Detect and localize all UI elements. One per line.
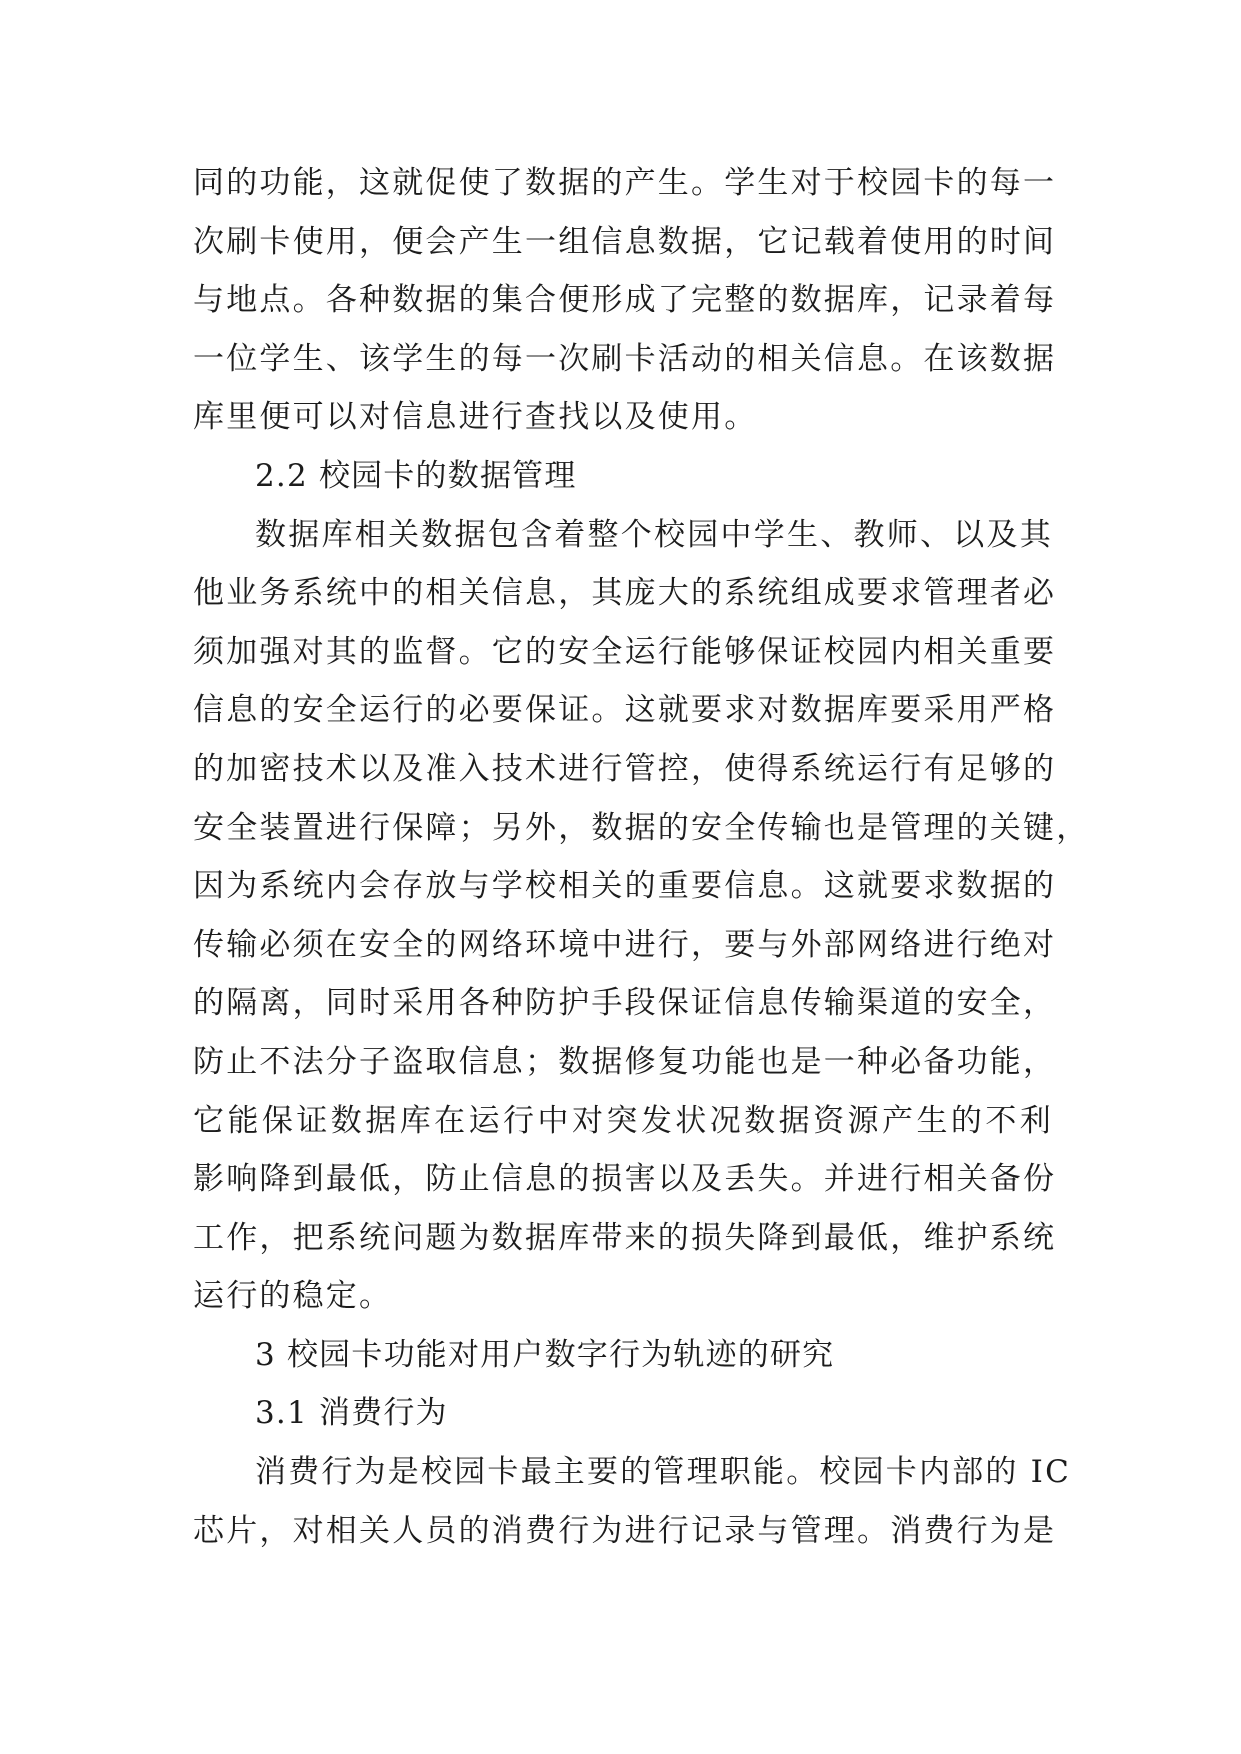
text-line: 工作，把系统问题为数据库带来的损失降到最低，维护系统 [193,1219,1057,1256]
text-line: 信息的安全运行的必要保证。这就要求对数据库要采用严格 [193,692,1057,729]
text-line: 它能保证数据库在运行中对突发状况数据资源产生的不利 [193,1102,1053,1139]
text-line: 因为系统内会存放与学校相关的重要信息。这就要求数据的 [193,868,1057,905]
text-line: 次刷卡使用，便会产生一组信息数据，它记载着使用的时间 [193,223,1057,260]
text-line: 消费行为是校园卡最主要的管理职能。校园卡内部的 IC [255,1454,1072,1491]
text-line: 影响降到最低，防止信息的损害以及丢失。并进行相关备份 [193,1161,1057,1198]
text-line: 一位学生、该学生的每一次刷卡活动的相关信息。在该数据 [193,340,1057,377]
text-line: 芯片，对相关人员的消费行为进行记录与管理。消费行为是 [193,1512,1057,1549]
text-line: 的隔离，同时采用各种防护手段保证信息传输渠道的安全， [193,985,1057,1022]
section-heading: 3.1 消费行为 [255,1395,448,1432]
text-line: 防止不法分子盗取信息；数据修复功能也是一种必备功能， [193,1043,1057,1080]
text-line: 须加强对其的监督。它的安全运行能够保证校园内相关重要 [193,633,1057,670]
text-line: 库里便可以对信息进行查找以及使用。 [193,399,758,436]
text-line: 同的功能，这就促使了数据的产生。学生对于校园卡的每一 [193,165,1057,201]
text-line: 与地点。各种数据的集合便形成了完整的数据库，记录着每 [193,282,1057,319]
text-line: 的加密技术以及准入技术进行管控，使得系统运行有足够的 [193,750,1057,787]
text-line: 运行的稳定。 [193,1278,393,1315]
text-line: 安全装置进行保障；另外，数据的安全传输也是管理的关键， [193,809,1090,846]
section-heading: 2.2 校园卡的数据管理 [255,457,577,494]
body-text [193,154,1090,1560]
section-heading: 3 校园卡功能对用户数字行为轨迹的研究 [255,1336,835,1373]
text-line: 传输必须在安全的网络环境中进行，要与外部网络进行绝对 [193,926,1057,963]
text-line: 他业务系统中的相关信息，其庞大的系统组成要求管理者必 [193,575,1057,612]
text-line: 数据库相关数据包含着整个校园中学生、教师、以及其 [255,516,1053,553]
